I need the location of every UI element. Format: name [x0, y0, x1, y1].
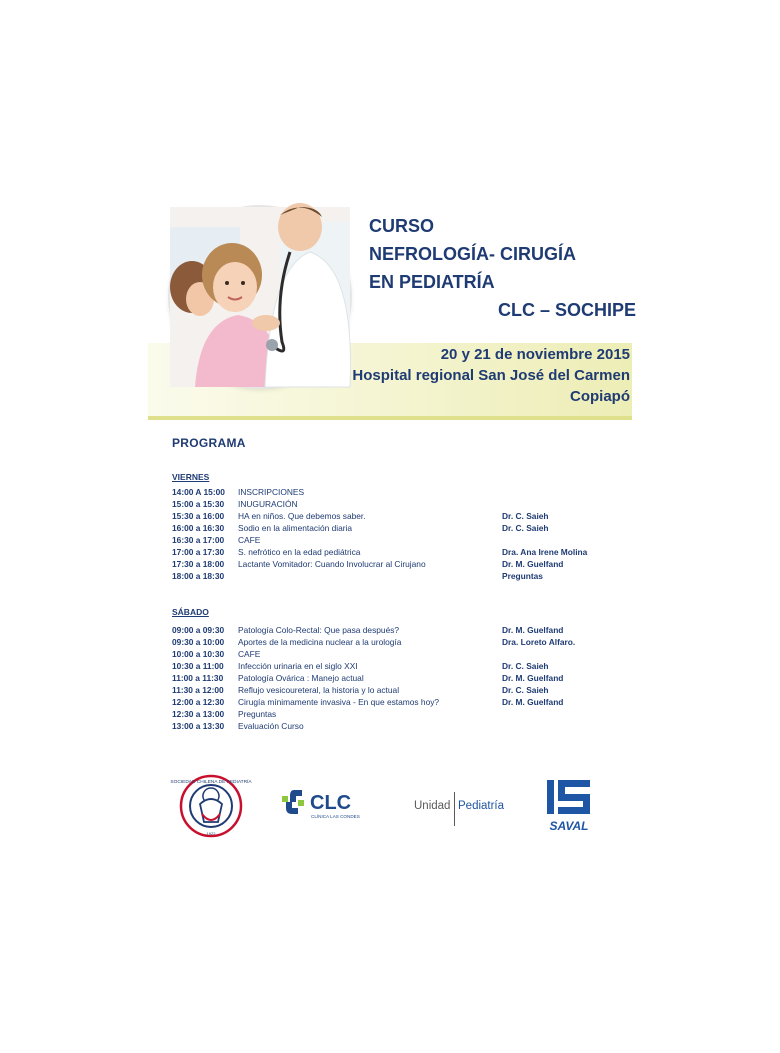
- unidad-pediatria-logo: [414, 790, 514, 828]
- schedule-speaker: Dr. M. Guelfand: [502, 559, 564, 569]
- doctor-child-photo: [170, 207, 350, 387]
- day-label-friday: VIERNES: [172, 472, 210, 482]
- course-title: [369, 212, 636, 324]
- schedule-activity: INUGURACIÓN: [238, 499, 298, 509]
- schedule-row: [172, 720, 612, 732]
- schedule-activity: Aportes de la medicina nuclear a la urología: [238, 637, 402, 647]
- clc-subtitle: CLÍNICA LAS CONDES: [311, 814, 360, 819]
- doctor-child-illustration-icon: [170, 207, 350, 387]
- schedule-row: [172, 636, 612, 648]
- schedule-speaker: Dr. C. Saieh: [502, 661, 549, 671]
- clc-name: CLC: [310, 792, 352, 814]
- title-line-2: NEFROLOGÍA- CIRUGÍA: [369, 244, 576, 264]
- friday-schedule: [172, 486, 612, 582]
- schedule-row: [172, 498, 612, 510]
- schedule-row: [172, 546, 612, 558]
- schedule-row: [172, 486, 612, 498]
- schedule-time: 13:00 a 13:30: [172, 721, 225, 731]
- schedule-time: 15:00 a 15:30: [172, 499, 225, 509]
- clc-logo: [280, 786, 378, 822]
- schedule-activity: Patología Ovárica : Manejo actual: [238, 673, 364, 683]
- schedule-speaker: Dr. C. Saieh: [502, 523, 549, 533]
- schedule-activity: Evaluación Curso: [238, 721, 304, 731]
- schedule-activity: S. nefrótico en la edad pediátrica: [238, 547, 361, 557]
- saval-logo: [544, 776, 594, 834]
- schedule-row: [172, 624, 612, 636]
- schedule-time: 15:30 a 16:00: [172, 511, 225, 521]
- schedule-activity: Lactante Vomitador: Cuando Involucrar al Cirujano: [238, 559, 426, 569]
- sochipe-year: 1922: [206, 831, 216, 836]
- schedule-time: 10:00 a 10:30: [172, 649, 225, 659]
- schedule-time: 09:00 a 09:30: [172, 625, 225, 635]
- schedule-row: [172, 510, 612, 522]
- schedule-activity: Reflujo vesicoureteral, la historia y lo actual: [238, 685, 400, 695]
- schedule-activity: INSCRIPCIONES: [238, 487, 305, 497]
- schedule-row: [172, 696, 612, 708]
- saval-logo-icon: [544, 776, 594, 834]
- header-band-rule: [148, 416, 632, 420]
- schedule-time: 16:00 a 16:30: [172, 523, 225, 533]
- schedule-activity: Preguntas: [238, 709, 277, 719]
- program-heading: PROGRAMA: [172, 436, 246, 450]
- title-line-3: EN PEDIATRÍA: [369, 272, 495, 292]
- event-city: Copiapó: [570, 388, 630, 405]
- saval-name: SAVAL: [549, 819, 589, 833]
- schedule-activity: CAFE: [238, 535, 261, 545]
- schedule-speaker: Dr. M. Guelfand: [502, 625, 564, 635]
- schedule-time: 17:30 a 18:00: [172, 559, 225, 569]
- schedule-row: [172, 558, 612, 570]
- title-line-1: CURSO: [369, 216, 435, 236]
- schedule-speaker: Preguntas: [502, 571, 543, 581]
- clc-logo-icon: [280, 786, 378, 822]
- schedule-time: 17:00 a 17:30: [172, 547, 225, 557]
- event-details: [352, 344, 630, 407]
- schedule-time: 10:30 a 11:00: [172, 661, 224, 671]
- schedule-time: 11:30 a 12:00: [172, 685, 224, 695]
- sochipe-ring-text: SOCIEDAD CHILENA DE PEDIATRÍA: [170, 780, 252, 785]
- schedule-time: 11:00 a 11:30: [172, 673, 224, 683]
- schedule-row: [172, 648, 612, 660]
- schedule-row: [172, 534, 612, 546]
- schedule-time: 12:30 a 13:00: [172, 709, 225, 719]
- sochipe-logo: [170, 774, 252, 838]
- event-venue: Hospital regional San José del Carmen: [352, 367, 630, 384]
- schedule-activity: Sodio en la alimentación diaria: [238, 523, 353, 533]
- schedule-activity: HA en niños. Que debemos saber.: [238, 511, 366, 521]
- schedule-speaker: Dr. M. Guelfand: [502, 697, 564, 707]
- schedule-speaker: Dr. C. Saieh: [502, 685, 549, 695]
- schedule-time: 14:00 A 15:00: [172, 487, 225, 497]
- schedule-time: 09:30 a 10:00: [172, 637, 225, 647]
- sochipe-seal-icon: [170, 774, 252, 838]
- pediatria-text: Pediatría: [458, 800, 505, 812]
- schedule-activity: Cirugía mínimamente invasiva - En que estamos hoy?: [238, 697, 440, 707]
- schedule-row: [172, 708, 612, 720]
- schedule-row: [172, 522, 612, 534]
- schedule-speaker: Dra. Ana Irene Molina: [502, 547, 588, 557]
- day-label-saturday: SÁBADO: [172, 607, 209, 617]
- schedule-speaker: Dr. M. Guelfand: [502, 673, 564, 683]
- unidad-divider: [454, 792, 455, 826]
- schedule-row: [172, 570, 612, 582]
- schedule-time: 18:00 a 18:30: [172, 571, 225, 581]
- unidad-text: Unidad: [414, 800, 451, 812]
- saturday-schedule: [172, 624, 612, 732]
- schedule-row: [172, 684, 612, 696]
- schedule-speaker: Dra. Loreto Alfaro.: [502, 637, 576, 647]
- schedule-time: 16:30 a 17:00: [172, 535, 225, 545]
- schedule-speaker: Dr. C. Saieh: [502, 511, 549, 521]
- schedule-activity: CAFE: [238, 649, 261, 659]
- schedule-time: 12:00 a 12:30: [172, 697, 225, 707]
- title-line-4: CLC – SOCHIPE: [498, 300, 637, 320]
- schedule-activity: Infección urinaria en el siglo XXI: [238, 661, 358, 671]
- schedule-row: [172, 672, 612, 684]
- event-dates: 20 y 21 de noviembre 2015: [440, 346, 630, 363]
- schedule-row: [172, 660, 612, 672]
- schedule-activity: Patología Colo-Rectal: Que pasa después?: [238, 625, 400, 635]
